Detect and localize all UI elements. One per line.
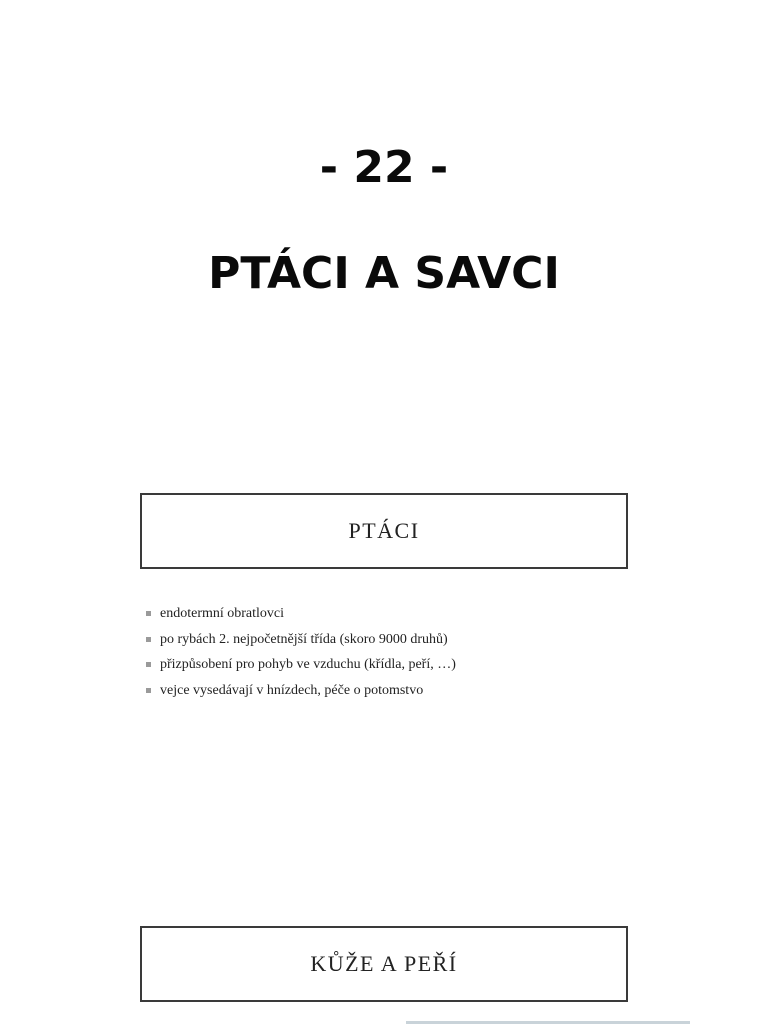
list-item — [146, 652, 456, 678]
list-item — [146, 627, 456, 653]
bullet-icon — [146, 637, 151, 642]
list-item — [146, 601, 456, 627]
page-title: PTÁCI A SAVCI — [208, 248, 560, 299]
page-number: - 22 - — [319, 142, 449, 193]
bullet-icon — [146, 662, 151, 667]
bullet-list — [146, 601, 456, 703]
list-item-text: endotermní obratlovci — [160, 606, 285, 621]
list-item-text: po rybách 2. nejpočetnější třída (skoro 9000 druhů) — [160, 631, 448, 647]
bullet-icon — [146, 611, 151, 616]
list-item-text: přizpůsobení pro pohyb ve vzduchu (křídla, peří, …) — [160, 657, 456, 672]
section-heading-kuze-a-peri: KŮŽE A PEŘÍ — [140, 926, 628, 1002]
list-item-text: vejce vysedávají v hnízdech, péče o potomstvo — [160, 682, 424, 698]
section-heading-ptaci: PTÁCI — [140, 493, 628, 569]
list-item — [146, 678, 456, 704]
bullet-icon — [146, 688, 151, 693]
